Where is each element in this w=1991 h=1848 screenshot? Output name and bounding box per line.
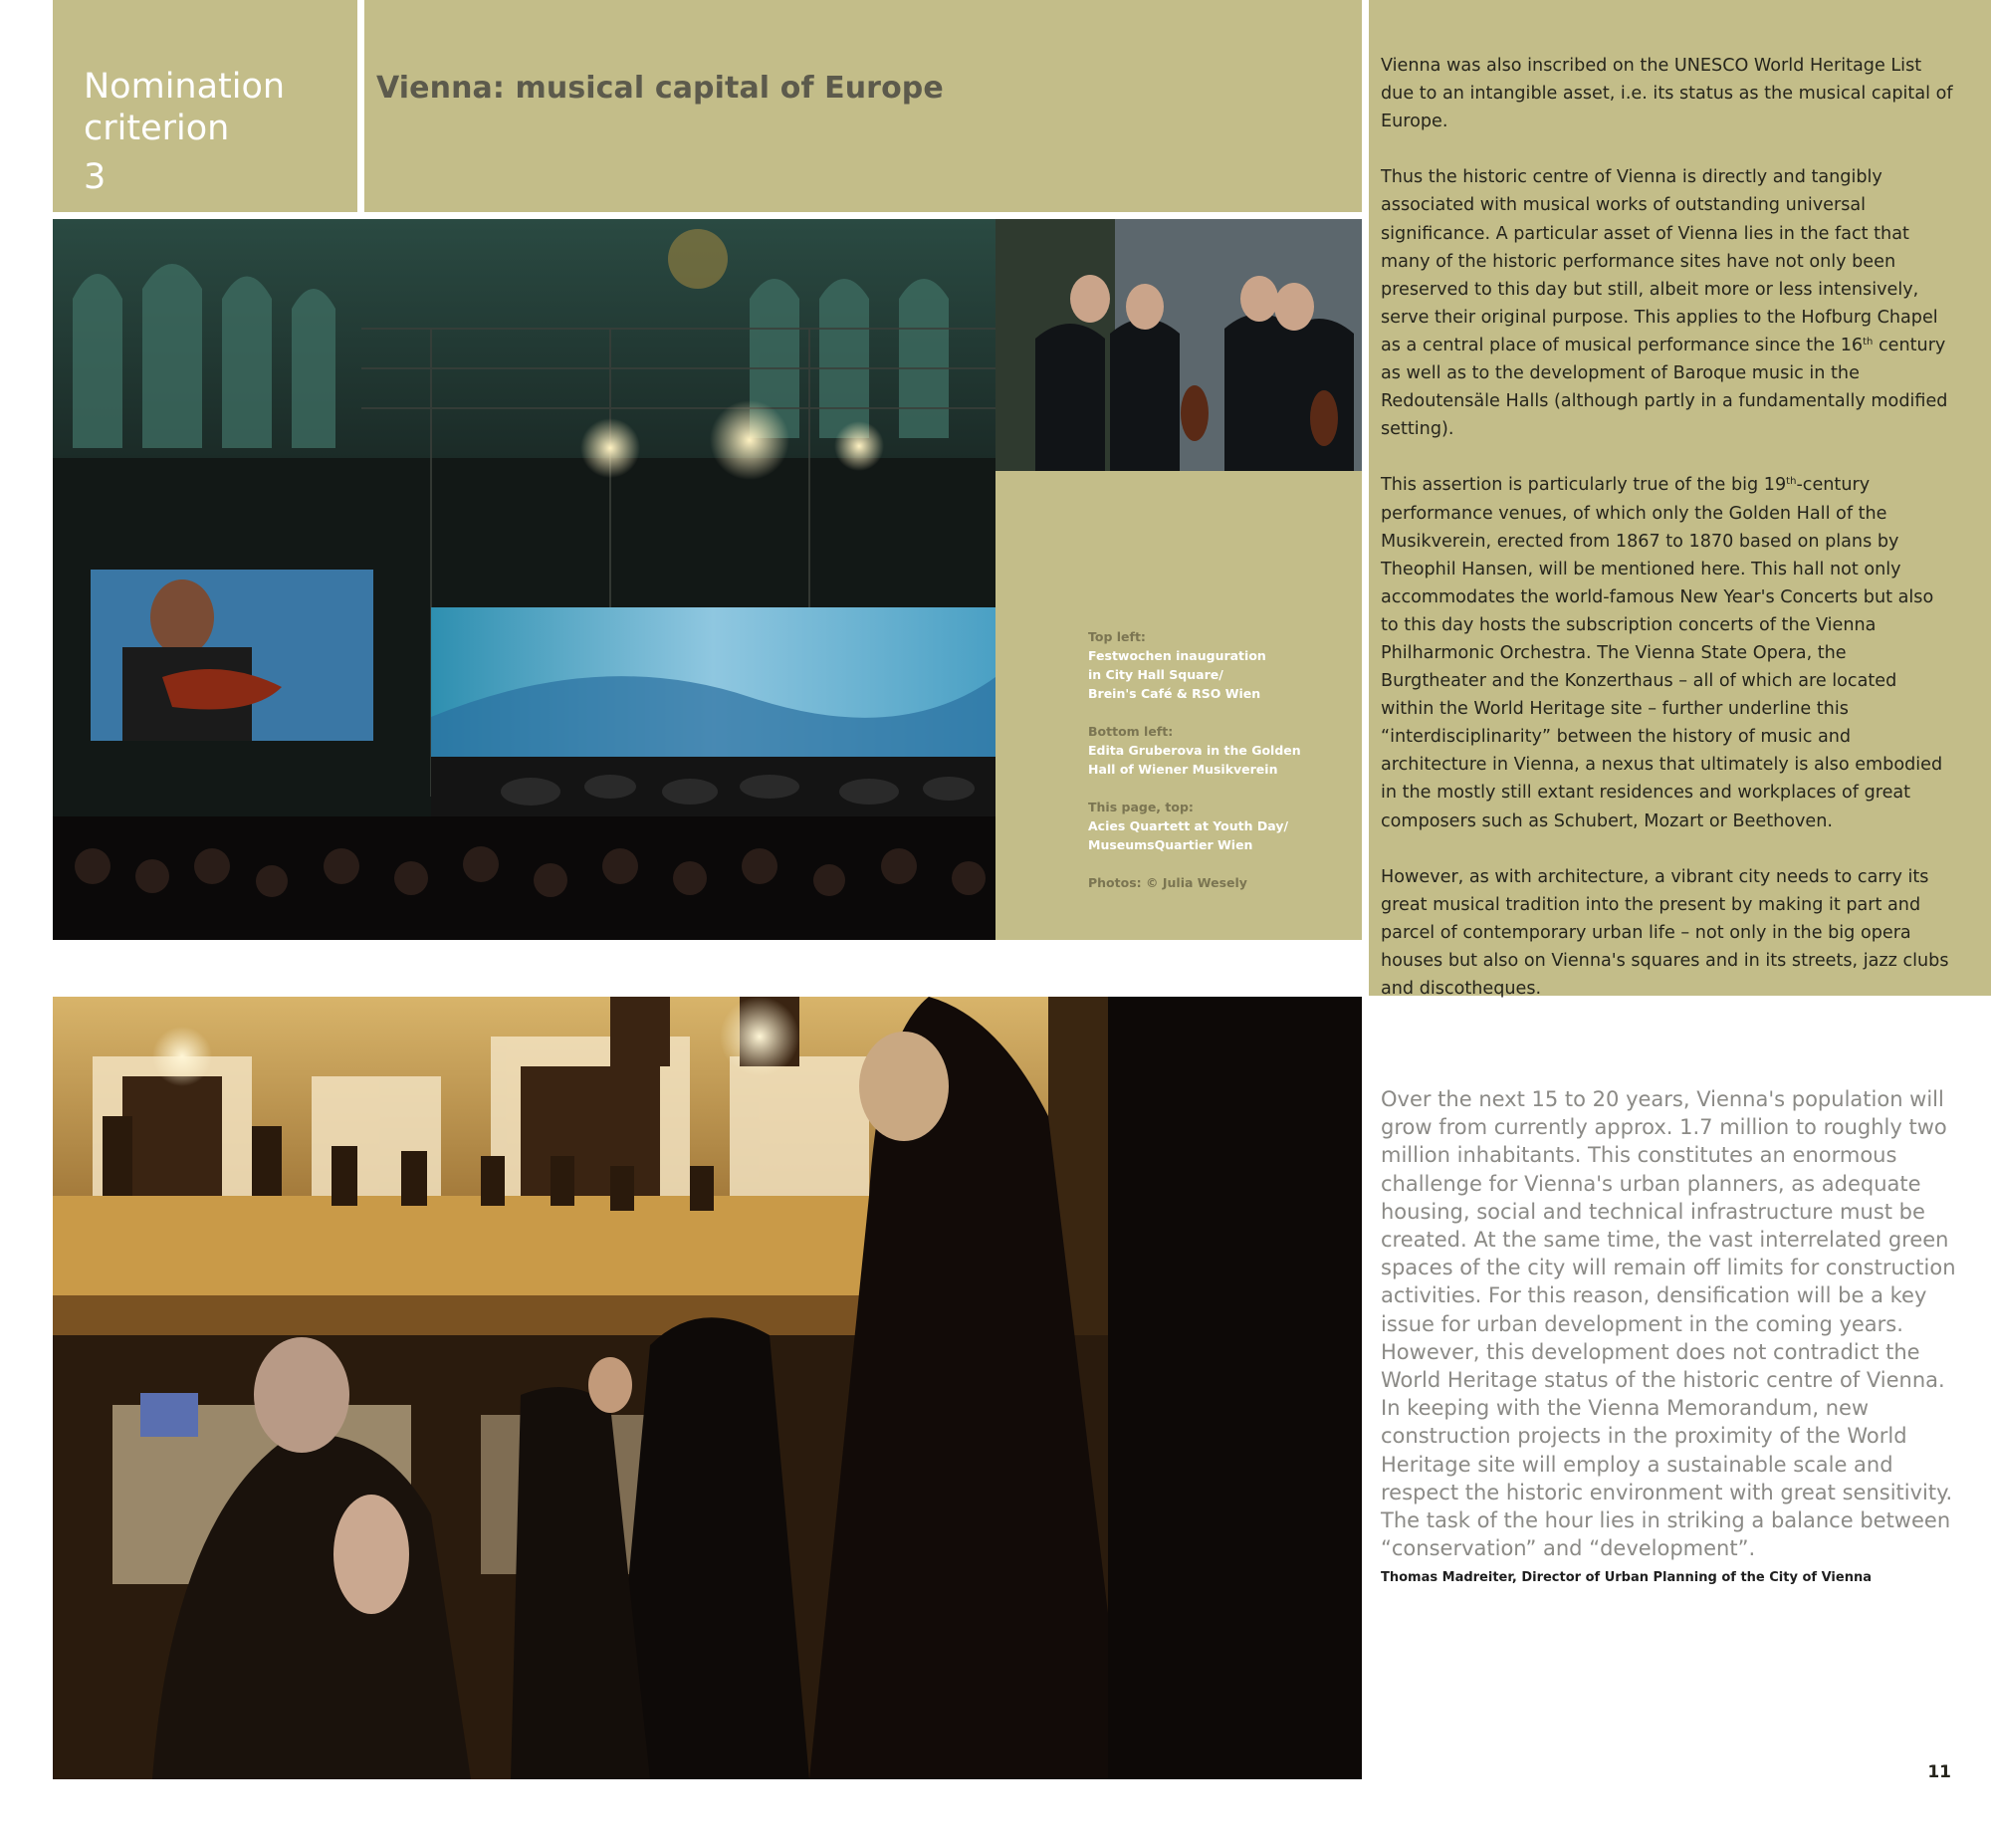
city-hall-concert-illustration [53,219,996,940]
caption-box [996,471,1362,940]
page-title: Vienna: musical capital of Europe [376,71,944,106]
quartet-illustration [996,219,1362,471]
photo-captions [1088,627,1347,892]
pull-quote: Over the next 15 to 20 years, Vienna's population will grow from currently approx. 1.7 million to roughly two million inhabitants. This constitutes an enormous challenge for Vienna's urban planners, as adequate housing, social and technical infrastructure must be created. At the same time, the vast interrelated green spaces of the city will remain off limits for construction activities. For this reason, densification will be a key issue for urban development in the coming years. However, this development does not contradict the World Heritage status of the historic centre of Vienna. In keeping with the Vienna Memorandum, new construction projects in the proximity of the World Heritage site will employ a sustainable scale and respect the historic environment with great sensitivity. The task of the hour lies in striking a balance between “conservation” and “development”. [1381,1087,1956,1561]
body-text [1381,52,1953,1031]
caption-heading: Bottom left: [1088,724,1174,739]
caption-text: Festwochen inauguration in City Hall Square/ Brein's Café & RSO Wien [1088,648,1266,701]
golden-hall-illustration [53,997,1362,1779]
criterion-box [53,0,357,212]
paragraph-1: Vienna was also inscribed on the UNESCO World Heritage List due to an intangible asset, i.e. its status as the musical capital of Europe. [1381,56,1953,132]
paragraph-2: Thus the historic centre of Vienna is directly and tangibly associated with musical works of outstanding universal significance. A particular asset of Vienna lies in the fact that many of the historic performance sites have not only been preserved to this day but still, albeit more or less intensively, serve their original purpose. This applies to the Hofburg Chapel as a central place of musical performance since the 16th century as well as to the development of Baroque music in the Redoutensäle Halls (although partly in a fundamentally modified setting). [1381,167,1948,440]
paragraph-4: However, as with architecture, a vibrant city needs to carry its great musical tradition into the present by making it part and parcel of contemporary urban life – not only in the big opera houses but also on Vienna's squares and in its streets, jazz clubs and discotheques. [1381,866,1949,1000]
caption-heading: Top left: [1088,629,1146,644]
quote-author: Thomas Madreiter, Director of Urban Planning of the City of Vienna [1381,1570,1872,1585]
caption-text: Edita Gruberova in the Golden Hall of Wiener Musikverein [1088,743,1301,777]
caption-text: Acies Quartett at Youth Day/ MuseumsQuartier Wien [1088,818,1289,852]
photo-quartet [996,219,1362,471]
criterion-label: Nomination criterion [84,67,286,148]
title-box [364,0,1362,212]
paragraph-3: This assertion is particularly true of the big 19th-century performance venues, of which only the Golden Hall of the Musikverein, erected from 1867 to 1870 based on plans by Theophil Hansen, will be mentioned here. This hall not only accommodates the world-famous New Year's Concerts but also to this day hosts the subscription concerts of the Vienna Philharmonic Orchestra. The Vienna State Opera, the Burgtheater and the Konzerthaus – all of which are located within the World Heritage site – further underline this “interdisciplinarity” between the history of music and architecture in Vienna, a nexus that ultimately is also embodied in the mostly still extant residences and workplaces of great composers such as Schubert, Mozart or Beethoven. [1381,475,1943,831]
photo-credit: Photos: © Julia Wesely [1088,875,1247,890]
photo-golden-hall [53,997,1362,1779]
page-number: 11 [1927,1762,1951,1782]
photo-city-hall-concert [53,219,996,940]
caption-heading: This page, top: [1088,800,1194,814]
criterion-number: 3 [84,157,107,197]
text-column [1369,0,1991,1000]
